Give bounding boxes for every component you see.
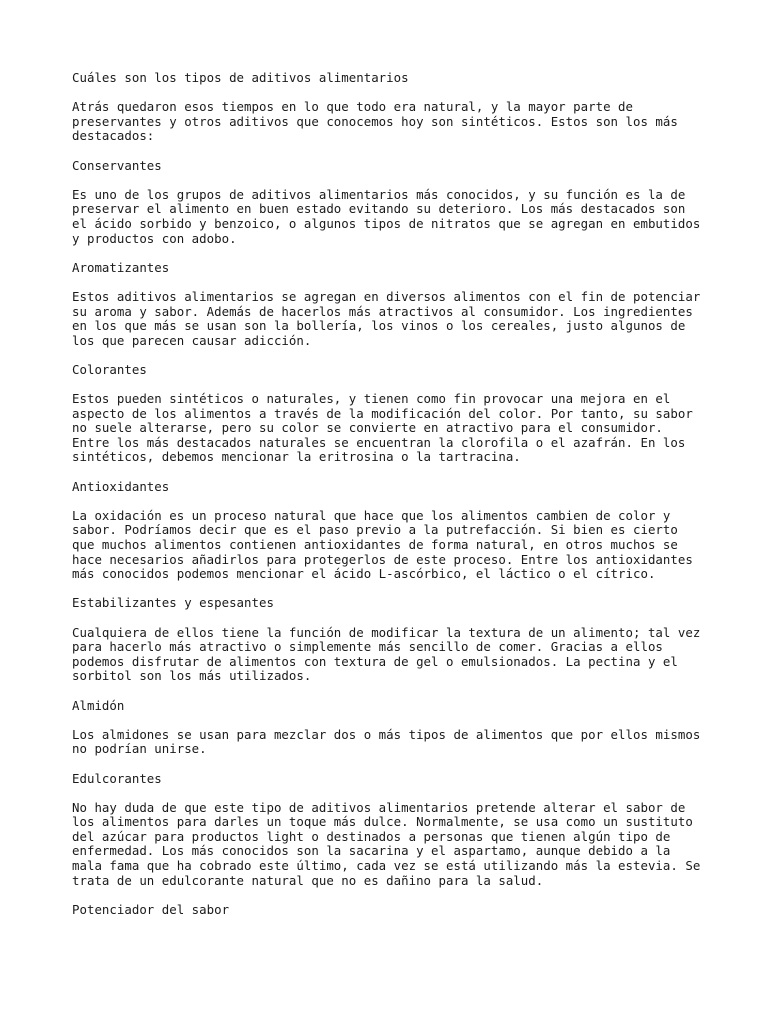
section-body-edulcorantes: No hay duda de que este tipo de aditivos alimentarios pretende alterar el sabor de los alimentos para darles un toque más dulce. Normalmente, se usa como un sustituto del azúcar para productos light o destinados a personas que tienen algún tipo de enfermedad. Los más conocidos son la sacarina y el aspartamo, aunque debido a la mala fama que ha cobrado este último, cada vez se está utilizando más la estevia. Se trata de un edulcorante natural que no es dañino para la salud. [72, 799, 701, 888]
document-page [72, 71, 702, 932]
document-title: Cuáles son los tipos de aditivos alimentarios [72, 70, 409, 85]
section-body-almidon: Los almidones se usan para mezclar dos o más tipos de alimentos que por ellos mismos no podrían unirse. [72, 726, 701, 757]
section-body-estabilizantes: Cualquiera de ellos tiene la función de modificar la textura de un alimento; tal vez para hacerlo más atractivo o simplemente más sencillo de comer. Gracias a ellos podemos disfrutar de alimentos con textura de gel o emulsionados. La pectina y el sorbitol son los más utilizados. [72, 624, 701, 684]
section-heading-conservantes: Conservantes [72, 157, 162, 173]
section-heading-edulcorantes: Edulcorantes [72, 770, 162, 786]
section-heading-colorantes: Colorantes [72, 361, 147, 377]
intro-paragraph: Atrás quedaron esos tiempos en lo que todo era natural, y la mayor parte de preservantes y otros aditivos que conocemos hoy son sintéticos. Estos son los más destacados: [72, 99, 678, 144]
section-heading-potenciador: Potenciador del sabor [72, 901, 230, 917]
section-body-antioxidantes: La oxidación es un proceso natural que hace que los alimentos cambien de color y sabor. Podríamos decir que es el paso previo a la putrefacción. Si bien es cierto que muchos alimentos contienen antioxidantes de forma natural, en otros muchos se hace necesarios añadirlos para protegerlos de este proceso. Entre los antioxidantes más conocidos podemos mencionar el ácido L-ascórbico, el láctico o el cítrico. [72, 507, 693, 582]
section-heading-almidon: Almidón [72, 697, 125, 713]
section-heading-antioxidantes: Antioxidantes [72, 478, 170, 494]
section-body-conservantes: Es uno de los grupos de aditivos alimentarios más conocidos, y su función es la de preservar el alimento en buen estado evitando su deterioro. Los más destacados son el ácido sorbido y benzoico, o algunos tipos de nitratos que se agregan en embutidos y productos con adobo. [72, 186, 701, 246]
section-heading-aromatizantes: Aromatizantes [72, 259, 170, 275]
section-body-aromatizantes: Estos aditivos alimentarios se agregan en diversos alimentos con el fin de potenciar su aroma y sabor. Además de hacerlos más atractivos al consumidor. Los ingredientes en los que más se usan son la bollería, los vinos o los cereales, justo algunos de los que parecen causar adicción. [72, 288, 701, 348]
section-heading-estabilizantes: Estabilizantes y espesantes [72, 595, 274, 611]
section-body-colorantes: Estos pueden sintéticos o naturales, y tienen como fin provocar una mejora en el aspecto de los alimentos a través de la modificación del color. Por tanto, su sabor no suele alterarse, pero su color se convierte en atractivo para el consumidor. Entre los más destacados naturales se encuentran la clorofila o el azafrán. En los sintéticos, debemos mencionar la eritrosina o la tartracina. [72, 391, 693, 465]
